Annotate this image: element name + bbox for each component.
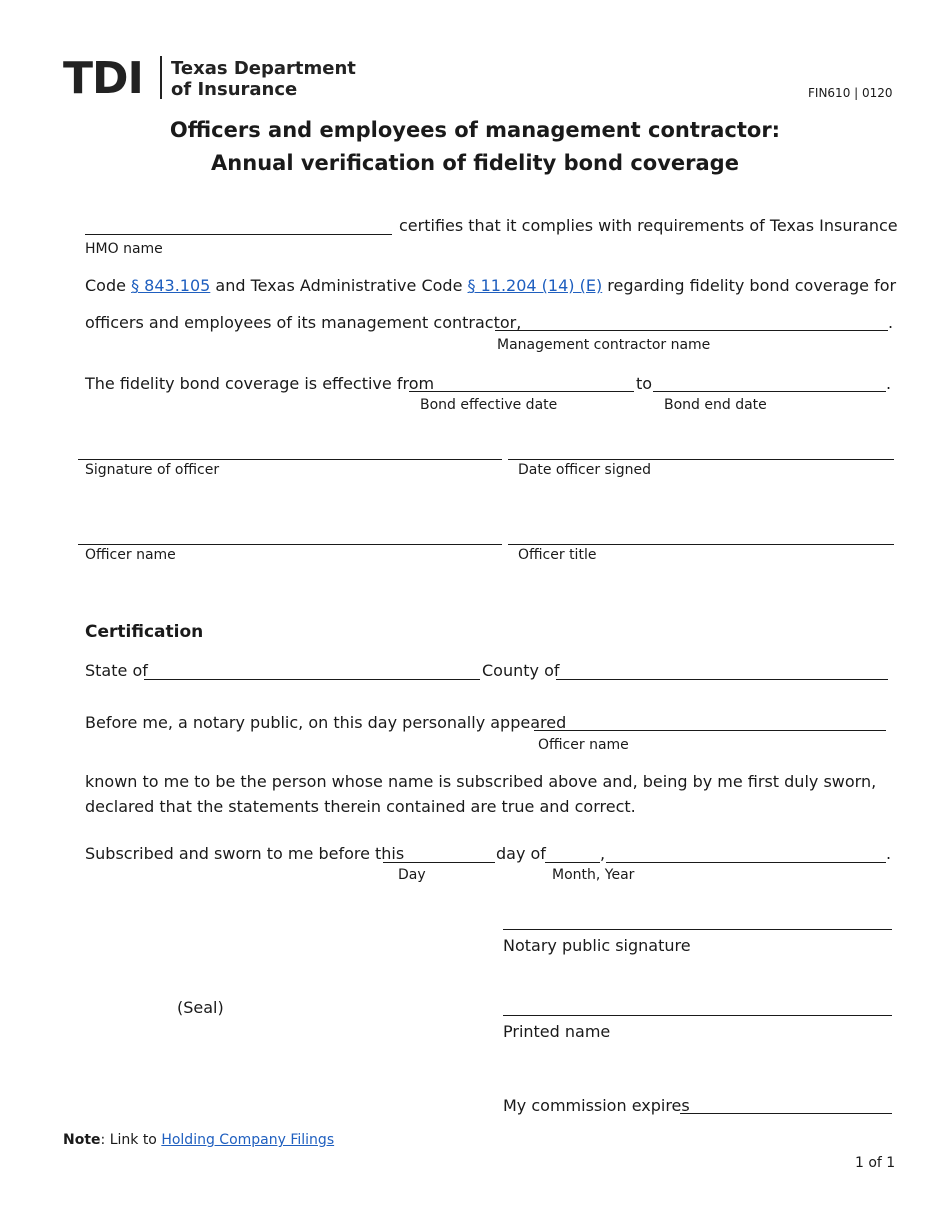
mgmt-period: . — [888, 313, 894, 332]
officer-name-field[interactable] — [78, 544, 502, 545]
title-line1: Officers and employees of management contractor: — [169, 118, 781, 142]
title-line2: Annual verification of fidelity bond coverage — [211, 151, 739, 175]
notary-signature-label: Notary public signature — [503, 936, 691, 955]
signature-officer-field[interactable] — [78, 459, 502, 460]
day-of-text: day of — [496, 844, 546, 863]
bond-end-label: Bond end date — [664, 397, 767, 413]
before-me-text: Before me, a notary public, on this day personally appeared — [85, 713, 567, 732]
subscribed-period: . — [886, 844, 892, 863]
org-name — [171, 58, 356, 100]
appeared-officer-field[interactable] — [534, 730, 886, 731]
date-signed-field[interactable] — [508, 459, 894, 460]
appeared-officer-label: Officer name — [538, 737, 629, 753]
known-line1: known to me to be the person whose name is subscribed above and, being by me first duly sworn, — [85, 772, 877, 791]
officer-name-label: Officer name — [85, 547, 176, 563]
hmo-name-field[interactable] — [85, 234, 392, 235]
state-of-text: State of — [85, 661, 148, 680]
code-prefix: Code — [85, 276, 126, 295]
coverage-text: The fidelity bond coverage is effective from — [85, 374, 435, 393]
month-field[interactable] — [545, 862, 600, 863]
bond-effective-label: Bond effective date — [420, 397, 558, 413]
page-title — [0, 114, 950, 180]
date-signed-label: Date officer signed — [518, 462, 651, 478]
org-name-line1: Texas Department — [171, 58, 356, 79]
month-year-label: Month, Year — [552, 867, 635, 883]
org-name-line2: of Insurance — [171, 79, 298, 100]
mgmt-contractor-label: Management contractor name — [497, 337, 711, 353]
officer-title-label: Officer title — [518, 547, 597, 563]
form-number: FIN610 | 0120 — [808, 86, 893, 100]
subscribed-text: Subscribed and sworn to me before this — [85, 844, 405, 863]
tdi-logo: TDI — [63, 53, 143, 104]
officer-title-field[interactable] — [508, 544, 894, 545]
note-label: Note — [63, 1132, 101, 1148]
and-tac-text: and Texas Administrative Code — [215, 276, 463, 295]
code-line — [85, 276, 896, 295]
bond-end-field[interactable] — [653, 391, 886, 392]
month-comma: , — [600, 844, 606, 863]
certification-heading: Certification — [85, 622, 204, 642]
mgmt-contractor-field[interactable] — [495, 330, 888, 331]
state-field[interactable] — [144, 679, 480, 680]
certifies-text: certifies that it complies with requirements of Texas Insurance — [399, 216, 898, 235]
county-field[interactable] — [556, 679, 888, 680]
logo-divider — [160, 56, 162, 99]
printed-name-field[interactable] — [503, 1015, 892, 1016]
seal-label: (Seal) — [177, 998, 224, 1017]
officers-text: officers and employees of its management contractor, — [85, 313, 522, 332]
notary-signature-field[interactable] — [503, 929, 892, 930]
note-text: : Link to — [100, 1132, 157, 1148]
holding-company-filings-link[interactable]: Holding Company Filings — [161, 1132, 335, 1148]
link-11-204[interactable]: § 11.204 (14) (E) — [467, 276, 603, 295]
county-of-text: County of — [482, 661, 560, 680]
day-label: Day — [398, 867, 426, 883]
footer-note — [63, 1132, 334, 1148]
known-line2: declared that the statements therein contained are true and correct. — [85, 797, 636, 816]
printed-name-label: Printed name — [503, 1022, 611, 1041]
commission-expires-field[interactable] — [680, 1113, 892, 1114]
coverage-period: . — [886, 374, 892, 393]
year-field[interactable] — [606, 862, 886, 863]
hmo-name-label: HMO name — [85, 241, 163, 257]
link-843-105[interactable]: § 843.105 — [131, 276, 211, 295]
to-text: to — [636, 374, 653, 393]
commission-expires-text: My commission expires — [503, 1096, 690, 1115]
day-field[interactable] — [383, 862, 495, 863]
regarding-text: regarding fidelity bond coverage for — [607, 276, 897, 295]
page-number: 1 of 1 — [855, 1155, 896, 1171]
bond-effective-field[interactable] — [409, 391, 634, 392]
signature-officer-label: Signature of officer — [85, 462, 220, 478]
